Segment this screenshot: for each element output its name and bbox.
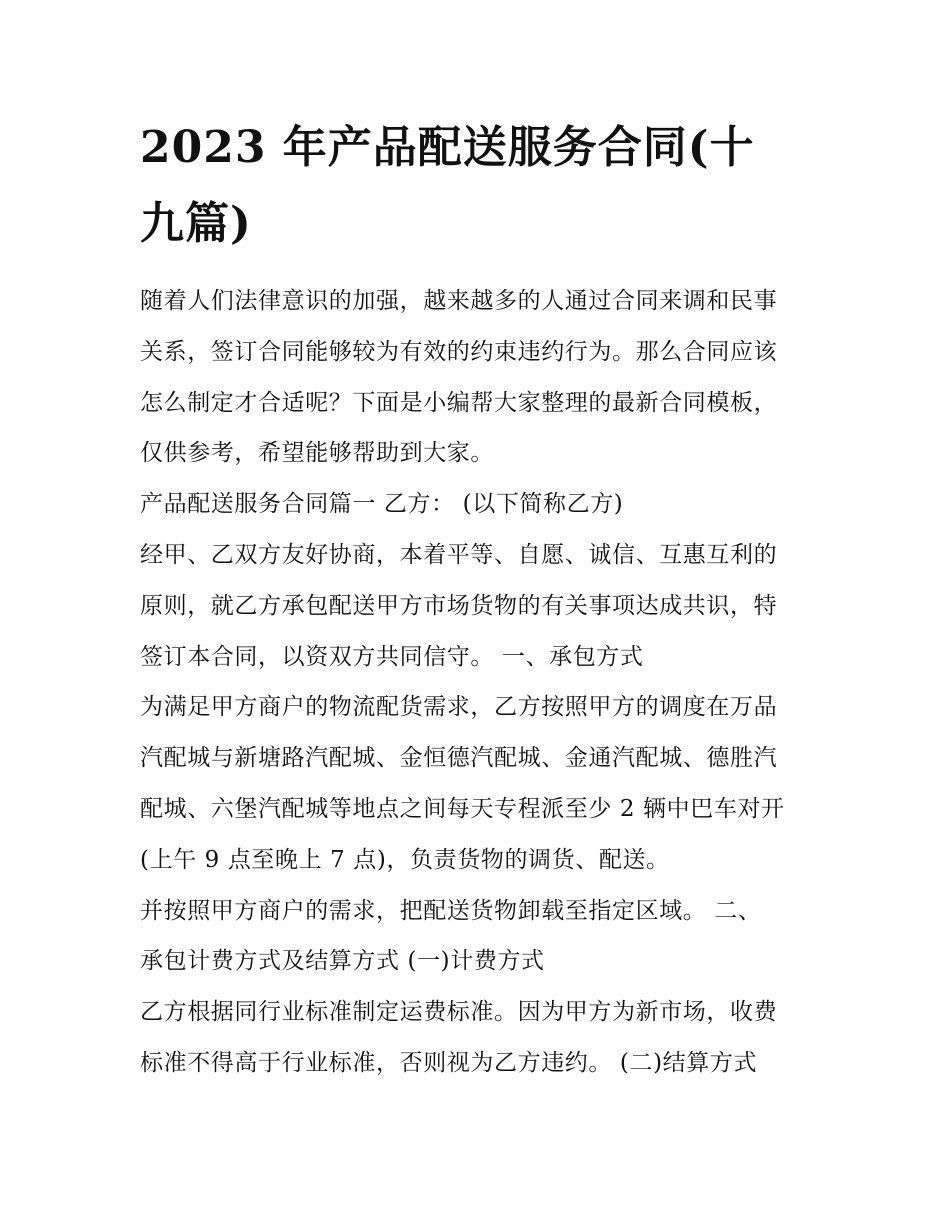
text-line: 经甲、乙双方友好协商，本着平等、自愿、诚信、互惠互利的 [140,541,778,568]
text-line: 乙方根据同行业标准制定运费标准。因为甲方为新市场，收费 [140,999,778,1026]
text-line: 为满足甲方商户的物流配货需求，乙方按照甲方的调度在万品 [140,694,778,721]
text-line: 承包计费方式及结算方式 (一)计费方式 [140,948,545,975]
text-line: 配城、六堡汽配城等地点之间每天专程派至少 2 辆中巴车对开 [140,795,785,822]
text-line: 随着人们法律意识的加强，越来越多的人通过合同来调和民事 [140,288,778,314]
text-line: 仅供参考，希望能够帮助到大家。 [140,440,494,467]
text-line: 产品配送服务合同篇一 乙方： (以下简称乙方) [140,491,624,518]
document-title [140,110,820,262]
text-line: 标准不得高于行业标准，否则视为乙方违约。 (二)结算方式 [140,1049,758,1076]
title-line-2: 九篇) [140,198,252,249]
document-body [140,276,820,1089]
text-line: 并按照甲方商户的需求，把配送货物卸载至指定区域。 二、 [140,897,762,924]
text-line: 签订本合同，以资双方共同信守。 一、承包方式 [140,643,644,670]
text-line: (上午 9 点至晚上 7 点)，负责货物的调货、配送。 [140,846,670,873]
text-line: 怎么制定才合适呢？下面是小编帮大家整理的最新合同模板， [140,389,778,416]
text-line: 汽配城与新塘路汽配城、金恒德汽配城、金通汽配城、德胜汽 [140,745,778,772]
text-line: 原则，就乙方承包配送甲方市场货物的有关事项达成共识，特 [140,592,778,619]
text-line: 关系，签订合同能够较为有效的约束违约行为。那么合同应该 [140,338,778,365]
title-line-1: 2023 年产品配送服务合同(十 [140,122,755,173]
